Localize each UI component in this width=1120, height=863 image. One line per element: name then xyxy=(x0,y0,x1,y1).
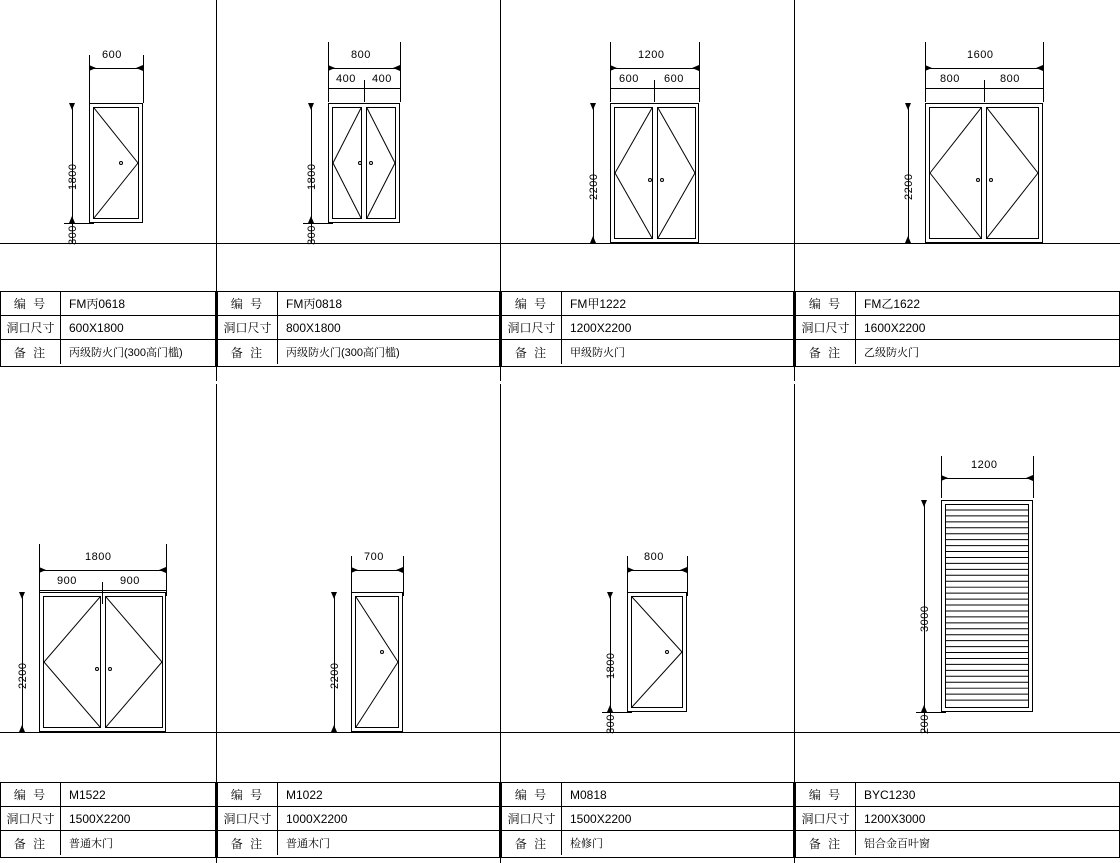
spec-row-id xyxy=(502,783,793,807)
spec-label-id: 编 号 xyxy=(502,292,562,315)
spec-label-note: 备 注 xyxy=(502,831,562,855)
spec-table-7 xyxy=(501,782,794,858)
dim-extension xyxy=(64,223,94,224)
spec-row-size xyxy=(502,316,793,340)
door-handle-icon xyxy=(358,161,362,165)
door-handle-icon xyxy=(665,650,669,654)
spec-value-id: FM丙0618 xyxy=(69,297,126,311)
swing-diagonals xyxy=(632,597,682,707)
schedule-item-4 xyxy=(795,0,1120,381)
spec-row-size xyxy=(1,807,215,831)
dim-extension xyxy=(328,42,329,102)
dim-extension xyxy=(303,223,333,224)
dim-extension xyxy=(166,544,167,596)
dim-arrow xyxy=(308,216,314,223)
spec-label-size: 洞口尺寸 xyxy=(796,807,856,830)
dim-arrow xyxy=(925,65,932,71)
schedule-item-5 xyxy=(0,384,216,863)
spec-value-id: M1022 xyxy=(286,787,323,802)
spec-value-note: 铝合金百叶窗 xyxy=(864,838,930,850)
dim-extension xyxy=(1043,42,1044,102)
spec-value-id: FM丙0818 xyxy=(286,297,343,311)
dim-extension xyxy=(403,556,404,596)
door-handle-icon xyxy=(369,161,373,165)
schedule-item-7 xyxy=(501,384,794,863)
dim-extension xyxy=(89,55,90,103)
ground-line xyxy=(795,243,1120,244)
spec-row-id xyxy=(218,783,499,807)
swing-diagonals xyxy=(987,108,1038,238)
dim-line xyxy=(610,68,699,69)
spec-row-id xyxy=(1,783,215,807)
dim-arrow xyxy=(393,65,400,71)
dim-arrow xyxy=(69,216,75,223)
dim-arrow xyxy=(136,65,143,71)
dim-extension xyxy=(627,556,628,596)
spec-value-note: 乙级防火门 xyxy=(864,347,919,359)
swing-diagonals xyxy=(615,108,652,238)
dim-arrow xyxy=(680,567,687,573)
dim-extension xyxy=(610,42,611,102)
door-leaf xyxy=(93,107,139,219)
schedule-item-6 xyxy=(217,384,500,863)
dim-arrow xyxy=(39,567,46,573)
dim-line xyxy=(328,68,400,69)
dim-extension xyxy=(1033,456,1034,498)
spec-row-note xyxy=(502,340,793,364)
spec-table-1 xyxy=(0,291,216,367)
swing-diagonals xyxy=(356,597,398,727)
dim-width: 1200 xyxy=(971,459,998,471)
spec-row-id xyxy=(1,292,215,316)
dim-width: 1200 xyxy=(638,49,665,61)
spec-row-note xyxy=(1,831,215,855)
swing-diagonals xyxy=(106,597,162,727)
spec-row-note xyxy=(218,831,499,855)
spec-label-note: 备 注 xyxy=(218,340,278,364)
door-leaf-right xyxy=(986,107,1039,239)
dim-arrow xyxy=(1026,475,1033,481)
dim-height: 2200 xyxy=(17,662,29,689)
dim-arrow xyxy=(308,103,314,110)
door-leaf xyxy=(355,596,399,728)
dim-arrow xyxy=(607,592,613,599)
louver-blades-icon xyxy=(946,505,1028,707)
dim-height: 1800 xyxy=(306,163,318,190)
swing-diagonals xyxy=(44,597,100,727)
spec-value-size: 1200X2200 xyxy=(570,320,632,335)
spec-label-size: 洞口尺寸 xyxy=(218,807,278,830)
dim-arrow xyxy=(1036,65,1043,71)
spec-label-size: 洞口尺寸 xyxy=(796,316,856,339)
dim-width: 700 xyxy=(364,551,384,563)
spec-label-id: 编 号 xyxy=(502,783,562,806)
dim-arrow xyxy=(331,725,337,732)
dim-height: 2200 xyxy=(903,173,915,200)
dim-sub-left: 400 xyxy=(336,73,356,85)
spec-label-id: 编 号 xyxy=(796,292,856,315)
spec-table-2 xyxy=(217,291,500,367)
dim-extension xyxy=(351,556,352,596)
dim-arrow xyxy=(351,567,358,573)
dim-arrow xyxy=(905,103,911,110)
dim-arrow xyxy=(590,103,596,110)
spec-label-size: 洞口尺寸 xyxy=(502,316,562,339)
door-leaf-right xyxy=(105,596,163,728)
dim-arrow xyxy=(19,725,25,732)
spec-row-note xyxy=(796,831,1119,855)
dim-arrow xyxy=(331,592,337,599)
spec-value-size: 1200X3000 xyxy=(864,811,926,826)
door-leaf xyxy=(631,596,683,708)
spec-value-id: FM甲1222 xyxy=(570,297,627,311)
spec-label-id: 编 号 xyxy=(218,783,278,806)
door-handle-icon xyxy=(119,161,123,165)
spec-table-6 xyxy=(217,782,500,858)
spec-label-size: 洞口尺寸 xyxy=(1,807,61,830)
spec-value-size: 1000X2200 xyxy=(286,811,348,826)
spec-value-size: 800X1800 xyxy=(286,320,341,335)
spec-row-note xyxy=(502,831,793,855)
dim-line xyxy=(89,68,143,69)
dim-line xyxy=(925,68,1043,69)
spec-row-id xyxy=(796,783,1119,807)
ground-line xyxy=(501,243,794,244)
dim-arrow xyxy=(921,500,927,507)
dim-arrow xyxy=(941,475,948,481)
spec-label-note: 备 注 xyxy=(796,831,856,855)
dim-arrow xyxy=(590,236,596,243)
dim-arrow xyxy=(921,705,927,712)
spec-value-id: BYC1230 xyxy=(864,787,916,802)
spec-row-size xyxy=(218,807,499,831)
dim-sub-left: 800 xyxy=(940,73,960,85)
ground-line xyxy=(217,243,500,244)
swing-diagonals xyxy=(333,108,361,218)
schedule-item-3 xyxy=(501,0,794,381)
dim-arrow xyxy=(905,236,911,243)
spec-label-size: 洞口尺寸 xyxy=(502,807,562,830)
spec-label-note: 备 注 xyxy=(796,340,856,364)
swing-diagonals xyxy=(94,108,138,218)
dim-sub-right: 400 xyxy=(372,73,392,85)
dim-width: 800 xyxy=(644,551,664,563)
spec-row-size xyxy=(502,807,793,831)
schedule-item-2 xyxy=(217,0,500,381)
door-handle-icon xyxy=(989,178,993,182)
door-handle-icon xyxy=(108,667,112,671)
spec-row-size xyxy=(1,316,215,340)
spec-value-id: M1522 xyxy=(69,787,106,802)
dim-sub-left: 600 xyxy=(619,73,639,85)
dim-sill: 300 xyxy=(605,714,617,734)
dim-sub-right: 800 xyxy=(1000,73,1020,85)
ground-line xyxy=(0,243,216,244)
dim-arrow xyxy=(89,65,96,71)
spec-label-id: 编 号 xyxy=(1,783,61,806)
spec-table-8 xyxy=(795,782,1120,858)
dim-arrow xyxy=(19,592,25,599)
spec-value-note: 普通木门 xyxy=(286,838,330,850)
dim-arrow xyxy=(396,567,403,573)
dim-arrow xyxy=(69,103,75,110)
dim-arrow xyxy=(159,567,166,573)
dim-line xyxy=(627,570,687,571)
dim-extension xyxy=(699,42,700,102)
dim-arrow xyxy=(607,705,613,712)
schedule-item-1 xyxy=(0,0,216,381)
dim-sub-right: 600 xyxy=(664,73,684,85)
dim-height: 3000 xyxy=(919,605,931,632)
door-handle-icon xyxy=(660,178,664,182)
spec-value-note: 普通木门 xyxy=(69,838,113,850)
spec-value-id: FM乙1622 xyxy=(864,297,921,311)
dim-arrow xyxy=(692,65,699,71)
dim-width: 1600 xyxy=(967,49,994,61)
spec-row-size xyxy=(796,807,1119,831)
dim-sill: 300 xyxy=(306,225,318,245)
spec-row-size xyxy=(796,316,1119,340)
dim-line xyxy=(39,570,166,571)
door-leaf-right xyxy=(657,107,696,239)
dim-arrow xyxy=(610,65,617,71)
spec-label-note: 备 注 xyxy=(1,340,61,364)
dim-height: 2200 xyxy=(329,662,341,689)
door-handle-icon xyxy=(648,178,652,182)
dim-arrow xyxy=(627,567,634,573)
dim-sill: 200 xyxy=(919,714,931,734)
spec-row-size xyxy=(218,316,499,340)
spec-value-size: 600X1800 xyxy=(69,320,124,335)
dim-height: 1800 xyxy=(605,652,617,679)
spec-label-id: 编 号 xyxy=(1,292,61,315)
dim-height: 1800 xyxy=(67,163,79,190)
dim-sill: 300 xyxy=(67,225,79,245)
dim-arrow xyxy=(328,65,335,71)
door-leaf-left xyxy=(43,596,101,728)
dim-extension xyxy=(364,80,365,102)
spec-row-id xyxy=(796,292,1119,316)
door-leaf-left xyxy=(614,107,653,239)
spec-value-size: 1600X2200 xyxy=(864,320,926,335)
dim-extension xyxy=(602,712,632,713)
door-handle-icon xyxy=(95,667,99,671)
dim-sub-left: 900 xyxy=(57,575,77,587)
dim-sub-right: 900 xyxy=(120,575,140,587)
spec-label-note: 备 注 xyxy=(502,340,562,364)
spec-value-size: 1500X2200 xyxy=(69,811,131,826)
ground-line xyxy=(501,732,794,733)
spec-value-note: 甲级防火门 xyxy=(570,347,625,359)
spec-table-5 xyxy=(0,782,216,858)
dim-width: 1800 xyxy=(85,551,112,563)
dim-extension xyxy=(687,556,688,596)
dim-width: 600 xyxy=(102,49,122,61)
dim-extension xyxy=(984,80,985,102)
schedule-item-8 xyxy=(795,384,1120,863)
spec-value-size: 1500X2200 xyxy=(570,811,632,826)
spec-value-id: M0818 xyxy=(570,787,607,802)
ground-line xyxy=(795,732,1120,733)
spec-label-size: 洞口尺寸 xyxy=(218,316,278,339)
spec-label-id: 编 号 xyxy=(218,292,278,315)
door-handle-icon xyxy=(976,178,980,182)
spec-table-4 xyxy=(795,291,1120,367)
spec-table-3 xyxy=(501,291,794,367)
spec-row-note xyxy=(796,340,1119,364)
spec-row-id xyxy=(502,292,793,316)
swing-diagonals xyxy=(658,108,695,238)
break-line xyxy=(465,243,500,244)
spec-label-note: 备 注 xyxy=(218,831,278,855)
louver-panel xyxy=(945,504,1029,708)
spec-row-note xyxy=(218,340,499,364)
dim-extension xyxy=(925,42,926,102)
dim-extension xyxy=(400,42,401,102)
ground-line xyxy=(217,732,500,733)
spec-value-note: 丙级防火门(300高门槛) xyxy=(69,347,183,359)
dim-line xyxy=(941,478,1033,479)
spec-value-note: 丙级防火门(300高门槛) xyxy=(286,347,400,359)
dim-extension xyxy=(143,55,144,103)
dim-width: 800 xyxy=(351,49,371,61)
spec-label-id: 编 号 xyxy=(796,783,856,806)
door-leaf-left xyxy=(929,107,982,239)
ground-line xyxy=(0,732,216,733)
dim-height: 2200 xyxy=(588,173,600,200)
dim-extension xyxy=(916,712,946,713)
spec-row-note xyxy=(1,340,215,364)
spec-row-id xyxy=(218,292,499,316)
spec-label-note: 备 注 xyxy=(1,831,61,855)
spec-value-note: 检修门 xyxy=(570,838,603,850)
door-handle-icon xyxy=(380,650,384,654)
spec-label-size: 洞口尺寸 xyxy=(1,316,61,339)
dim-extension xyxy=(654,80,655,102)
swing-diagonals xyxy=(930,108,981,238)
